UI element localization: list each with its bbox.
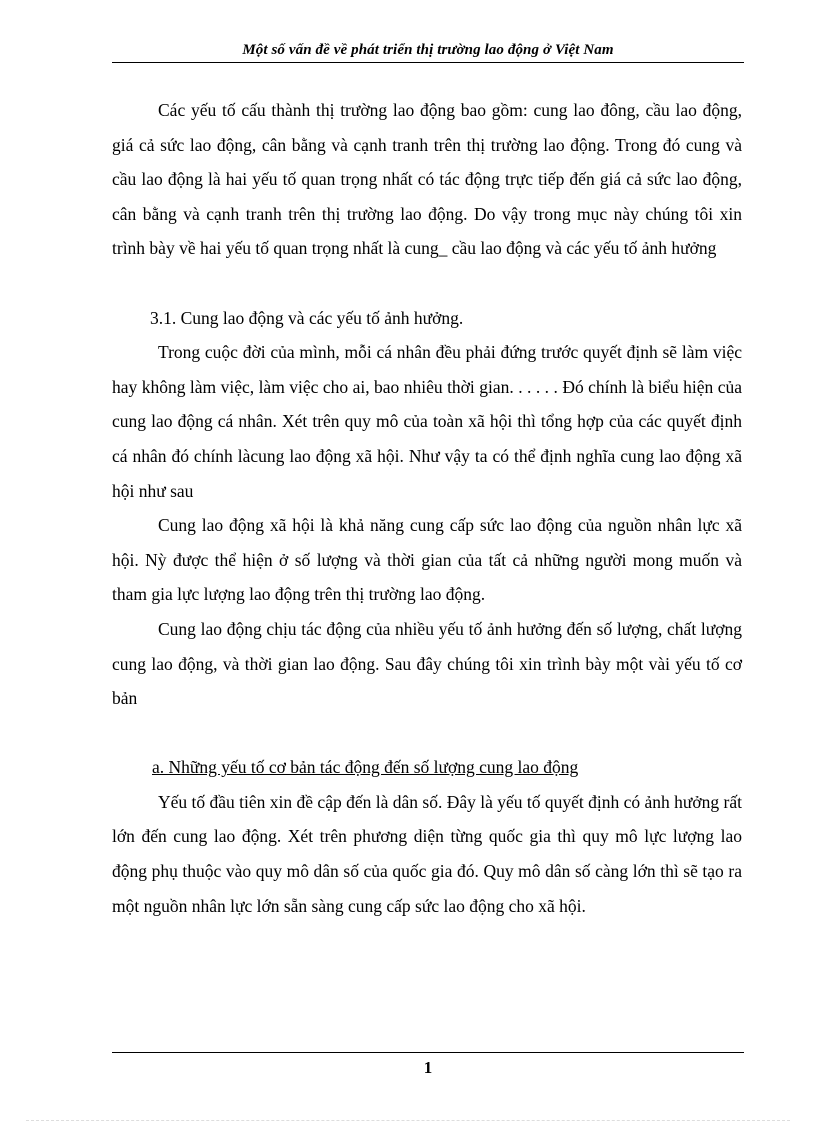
page-footer (112, 1052, 744, 1079)
paragraph: Cung lao động chịu tác động của nhiều yếu tố ảnh hưởng đến số lượng, chất lượng cung lao động, và thời gian lao động. Sau đây chúng tôi xin trình bày một vài yếu tố cơ bản (112, 618, 742, 709)
page-header-title: Một số vấn đề về phát triển thị trường lao động ở Việt Nam (242, 42, 614, 58)
paragraph: Trong cuộc đời của mình, mỗi cá nhân đều phải đứng trước quyết định sẽ làm việc hay không làm việc, làm việc cho ai, bao nhiêu thời gian. . . . . . Đó chính là biểu hiện của cung lao động cá nhân. Xét trên quy mô của toàn xã hội thì tổng hợp của các quyết định cá nhân đó chính làcung lao động xã hội. Như vậy ta có thể định nghĩa cung lao động xã hội như sau (112, 342, 742, 501)
document-body (112, 93, 742, 923)
page-edge-divider (26, 1120, 790, 1121)
paragraph: Yếu tố đầu tiên xin đề cập đến là dân số. Đây là yếu tố quyết định có ảnh hưởng rất lớn đến cung lao động. Xét trên phương diện từng quốc gia thì quy mô lực lượng lao động phụ thuộc vào quy mô dân số của quốc gia đó. Quy mô dân số càng lớn thì sẽ tạo ra một nguồn nhân lực lớn sẵn sàng cung cấp sức lao động cho xã hội. (112, 791, 742, 916)
blank-line (112, 716, 742, 751)
paragraph: Cung lao động xã hội là khả năng cung cấp sức lao động của nguồn nhân lực xã hội. Nỳ được thể hiện ở số lượng và thời gian của tất cả những người mong muốn và tham gia lực lượng lao động trên thị trường lao động. (112, 515, 742, 605)
sub-heading: a. Những yếu tố cơ bản tác động đến số lượng cung lao động (152, 757, 579, 778)
page-header (112, 40, 744, 63)
page-number: 1 (423, 1058, 433, 1077)
blank-line (112, 266, 742, 301)
intro-paragraph: Các yếu tố cấu thành thị trường lao động bao gồm: cung lao đông, cầu lao động, giá cả sức lao động, cân bằng và cạnh tranh trên thị trường lao động. Trong đó cung và cầu lao động là hai yếu tố quan trọng nhất có tác động trực tiếp đến giá cả sức lao động, cân bằng và cạnh tranh trên thị trường lao động. Do vậy trong mục này chúng tôi xin trình bày về hai yếu tố quan trọng nhất là cung_ cầu lao động và các yếu tố ảnh hưởng (112, 100, 742, 259)
section-heading: 3.1. Cung lao động và các yếu tố ảnh hưởng. (150, 307, 464, 328)
